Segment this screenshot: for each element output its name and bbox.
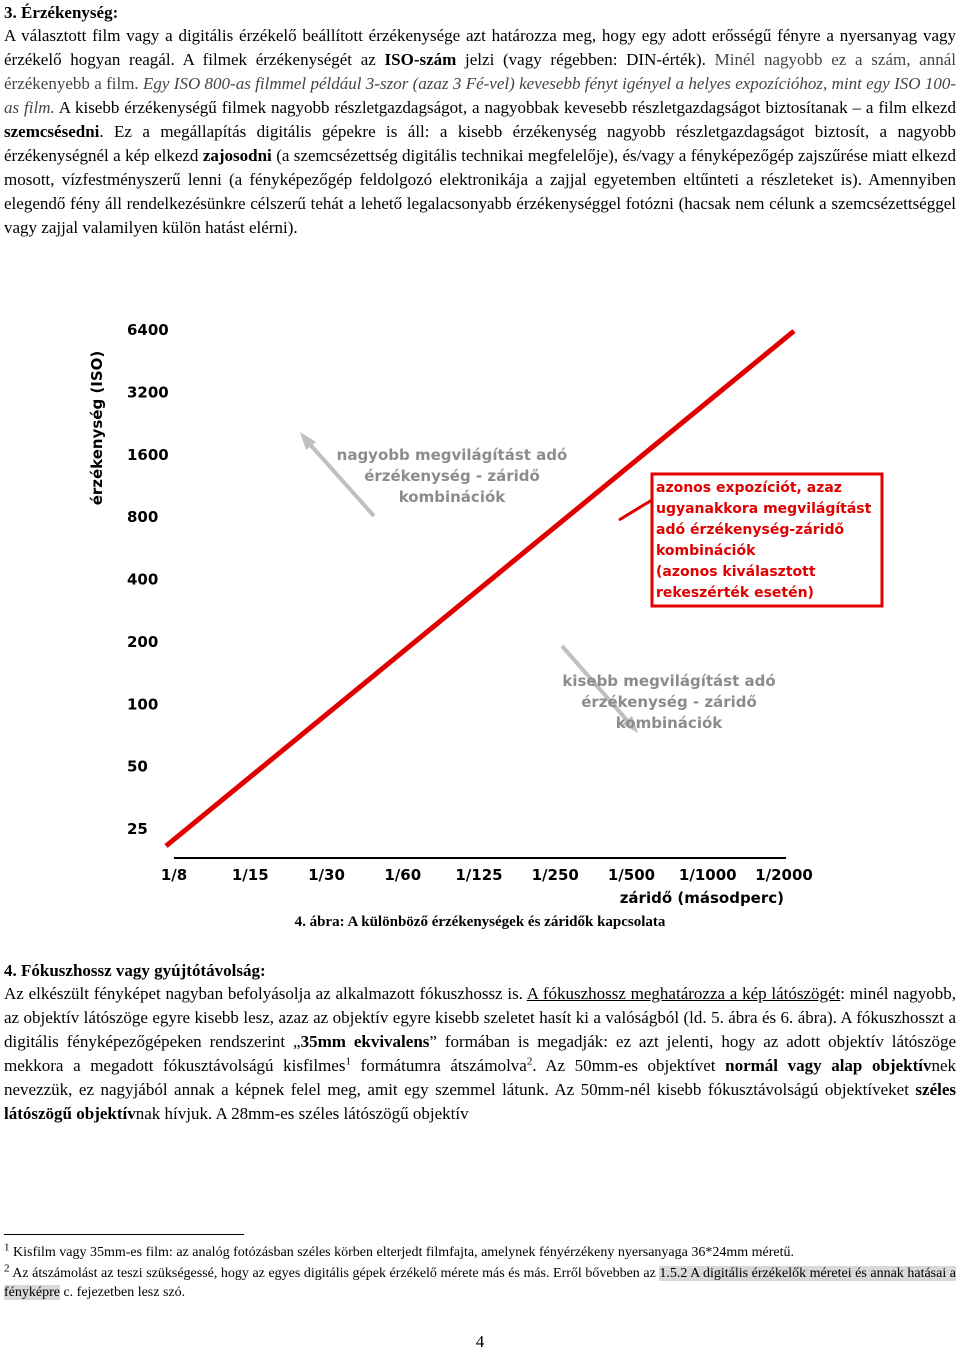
- y-tick-label: 400: [127, 570, 159, 589]
- iso-term: ISO-szám: [384, 50, 457, 69]
- y-axis-label-group: [88, 351, 106, 506]
- x-axis-label: záridő (másodperc): [619, 889, 784, 907]
- footnotes: [4, 1234, 956, 1304]
- lower-annotation-line-2: érzékenység - záridő: [581, 693, 757, 711]
- grain-term: szemcsésedni: [4, 122, 100, 141]
- y-tick-label: 100: [127, 695, 159, 714]
- section-3-heading: 3. Érzékenység:: [4, 3, 119, 22]
- lower-annotation-line-3: kombinációk: [615, 714, 723, 732]
- callout-line-3: adó érzékenység-záridő: [656, 522, 845, 538]
- x-tick-label: 1/60: [384, 866, 422, 884]
- x-tick-label: 1/8: [160, 866, 188, 884]
- callout-line-2: ugyanakkora megvilágítást: [656, 501, 872, 517]
- x-tick-label: 1/1000: [678, 866, 737, 884]
- x-tick-label: 1/500: [607, 866, 656, 884]
- iso-example-sentence: Egy ISO 800-as filmmel például 3-szor (azaz 3 Fé-vel) kevesebb fényt igényel a helyes expozícióhoz, mint egy ISO 100-as film.: [4, 74, 957, 117]
- focal-length-definition: A fókuszhossz meghatározza a kép látószögét: [526, 984, 841, 1003]
- iso-rule-sentence: Minél nagyobb ez a szám, annál érzékenyebb a film.: [4, 50, 956, 93]
- callout-line-5: (azonos kiválasztott: [656, 564, 816, 580]
- y-tick-label: 25: [127, 820, 148, 838]
- lower-annotation-line-1: kisebb megvilágítást adó: [562, 672, 776, 690]
- iso-shutter-chart: [74, 318, 894, 910]
- section-3: [4, 2, 956, 240]
- chapter-reference-link[interactable]: 1.5.2 A digitális érzékelők méretei és annak hatásai a fényképre: [4, 1266, 957, 1300]
- section-4-paragraph: Az elkészült fényképet nagyban befolyásolja az alkalmazott fókuszhossz is. A fókuszhossz meghatározza a kép látószögét: minél nagyobb, az objektív látószöge egyre kisebb lesz, azaz az objektív egyre kisebb szeletet hasít ki a valóságból (ld. 5. ábra és 6. ábra). A fókuszhosszt a digitális fényképezőgépeken rendszerint „35mm ekvivalens” formában is megadják: ez azt jelenti, hogy az adott objektív látószöge mekkora a megadott fókusztávolságú kisfilmes$^1$ formátumra átszámolva$^2$. Az 50mm-es objektívet normál vagy alap objektívnek nevezzük, ez nagyjából annak a képnek felel meg, amit egy szemmel látunk. Az 50mm-nél kisebb fókusztávolságú objektíveket széles látószögű objektívnak hívjuk. A 28mm-es széles látószögű objektív: [4, 984, 957, 1123]
- callout-line-6: rekeszérték esetén): [656, 585, 814, 601]
- upper-annotation-line-2: érzékenység - záridő: [364, 467, 540, 485]
- y-axis-label: érzékenység (ISO): [88, 350, 106, 506]
- figure-caption: 4. ábra: A különböző érzékenységek és záridők kapcsolata: [294, 914, 666, 930]
- footnote-ref-1[interactable]: 1: [345, 1055, 351, 1068]
- upper-annotation-line-1: nagyobb megvilágítást adó: [336, 446, 568, 464]
- footnote-2: $^2$ Az átszámolást az teszi szükségessé, hogy az egyes digitális gépek érzékelő mérete más és más. Erről bővebben az 1.5.2 A digitális érzékelők méretei és annak hatásai a fényképre c. fejezetben lesz szó.: [4, 1262, 957, 1300]
- page: [4, 2, 957, 1351]
- equivalent-term: 35mm ekvivalens: [300, 1032, 430, 1051]
- footnote-ref-2[interactable]: 2: [526, 1055, 533, 1068]
- x-tick-label: 1/15: [231, 866, 269, 884]
- page-number: 4: [475, 1332, 485, 1351]
- y-tick-label: 6400: [127, 321, 169, 339]
- noise-term: zajosodni: [202, 146, 272, 165]
- callout-line-1: azonos expozíciót, azaz: [656, 480, 842, 496]
- y-tick-label: 200: [127, 632, 159, 651]
- y-tick-label: 1600: [127, 445, 169, 464]
- x-tick-labels: [161, 866, 813, 884]
- y-tick-label: 50: [127, 757, 148, 776]
- callout-line-4: kombinációk: [656, 543, 756, 559]
- footnote-1: $^1$ Kisfilm vagy 35mm-es film: az analóg fotózásban széles körben elterjedt filmfajta, amelynek fényérzékeny nyersanyaga 36*24mm méretű.: [4, 1241, 794, 1260]
- wide-angle-term: széles látószögű objektív: [4, 1080, 956, 1123]
- y-tick-label: 3200: [127, 383, 169, 402]
- x-tick-label: 1/250: [531, 866, 579, 884]
- section-4: [4, 960, 956, 1126]
- x-tick-label: 1/30: [308, 866, 345, 884]
- x-tick-label: 1/2000: [755, 866, 813, 884]
- x-tick-label: 1/125: [455, 866, 503, 884]
- section-3-paragraph: A választott film vagy a digitális érzékelő beállított érzékenysége azt határozza meg, hogy egy adott erősségű fényre a nyersanyag vagy érzékelő hogyan reagál. A filmek érzékenységét az ISO-szám jelzi (vagy régebben: DIN-érték). Minél nagyobb ez a szám, annál érzékenyebb a film. Egy ISO 800-as filmmel például 3-szor (azaz 3 Fé-vel) kevesebb fényt igényel a helyes expozícióhoz, mint egy ISO 100-as film. A kisebb érzékenységű filmek nagyobb részletgazdagságot, a nagyobbak kevesebb részletgazdagságot biztosítanak – a film elkezd szemcsésedni. Ez a megállapítás digitális gépekre is áll: a kisebb érzékenység nagyobb részletgazdagságot biztosít, a nagyobb érzékenységnél a kép elkezd zajosodni (a szemcsézettség digitális technikai megfelelője), és/vagy a fényképezőgép zajszűrése miatt elkezd mosott, vízfestményszerű lenni (a fényképezőgép feldolgozó elektronikája a zajjal egyetemben eltűnteti a részleteket is). Amennyiben elegendő fény áll rendelkezésünkre célszerű tehát a lehető legalacsonyabb érzékenységgel fotózni (hacsak nem célunk a szemcsézettséggel vagy zajjal valamilyen külön hatást elérni).: [4, 26, 957, 237]
- section-4-heading: 4. Fókuszhossz vagy gyújtótávolság:: [4, 961, 266, 980]
- upper-annotation-line-3: kombinációk: [398, 488, 506, 506]
- y-tick-label: 800: [127, 508, 159, 527]
- normal-lens-term: normál vagy alap objektív: [725, 1056, 932, 1075]
- footnote-rule: [4, 1234, 244, 1235]
